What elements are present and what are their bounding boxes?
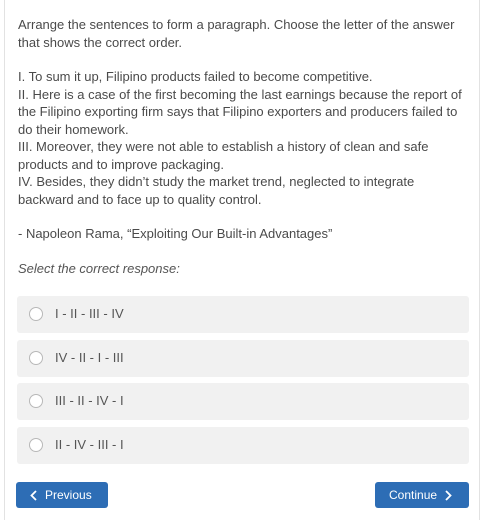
answer-option-3[interactable] — [17, 383, 469, 420]
answer-option-label: II - IV - III - I — [55, 436, 124, 452]
radio-button[interactable] — [29, 351, 43, 365]
sentence-3: III. Moreover, they were not able to establish a history of clean and safe products and to improve packaging. — [18, 139, 429, 172]
sentence-2: II. Here is a case of the first becoming the last earnings because the report of the Filipino exporting firm says that Filipino exporters and producers failed to do their homework. — [18, 86, 462, 137]
question-card — [4, 0, 480, 520]
radio-button[interactable] — [29, 307, 43, 321]
answer-option-label: III - II - IV - I — [55, 393, 124, 408]
answer-option-label: I - II - III - IV — [55, 306, 124, 321]
answer-option-2[interactable] — [17, 340, 469, 377]
continue-button-label: Continue — [389, 488, 438, 502]
source-citation: - Napoleon Rama, “Exploiting Our Built-in Advantages” — [18, 226, 333, 241]
question-instruction: Arrange the sentences to form a paragraph. Choose the letter of the answer that shows the correct order. — [18, 17, 455, 50]
continue-button[interactable] — [375, 482, 469, 508]
sentence-4: IV. Besides, they didn’t study the market trend, neglected to integrate backward and to face up to quality control. — [18, 174, 415, 207]
answer-option-4[interactable] — [17, 427, 469, 464]
previous-button-label: Previous — [45, 488, 92, 502]
question-content — [18, 16, 473, 277]
previous-button[interactable] — [16, 482, 108, 508]
answer-options — [17, 296, 469, 470]
response-prompt: Select the correct response: — [18, 260, 180, 276]
answer-option-1[interactable] — [17, 296, 469, 333]
chevron-right-icon — [445, 490, 452, 501]
radio-button[interactable] — [29, 394, 43, 408]
radio-button[interactable] — [29, 438, 43, 452]
chevron-left-icon — [30, 490, 37, 501]
answer-option-label: IV - II - I - III — [55, 349, 124, 365]
sentence-1: I. To sum it up, Filipino products failed to become competitive. — [18, 69, 373, 84]
